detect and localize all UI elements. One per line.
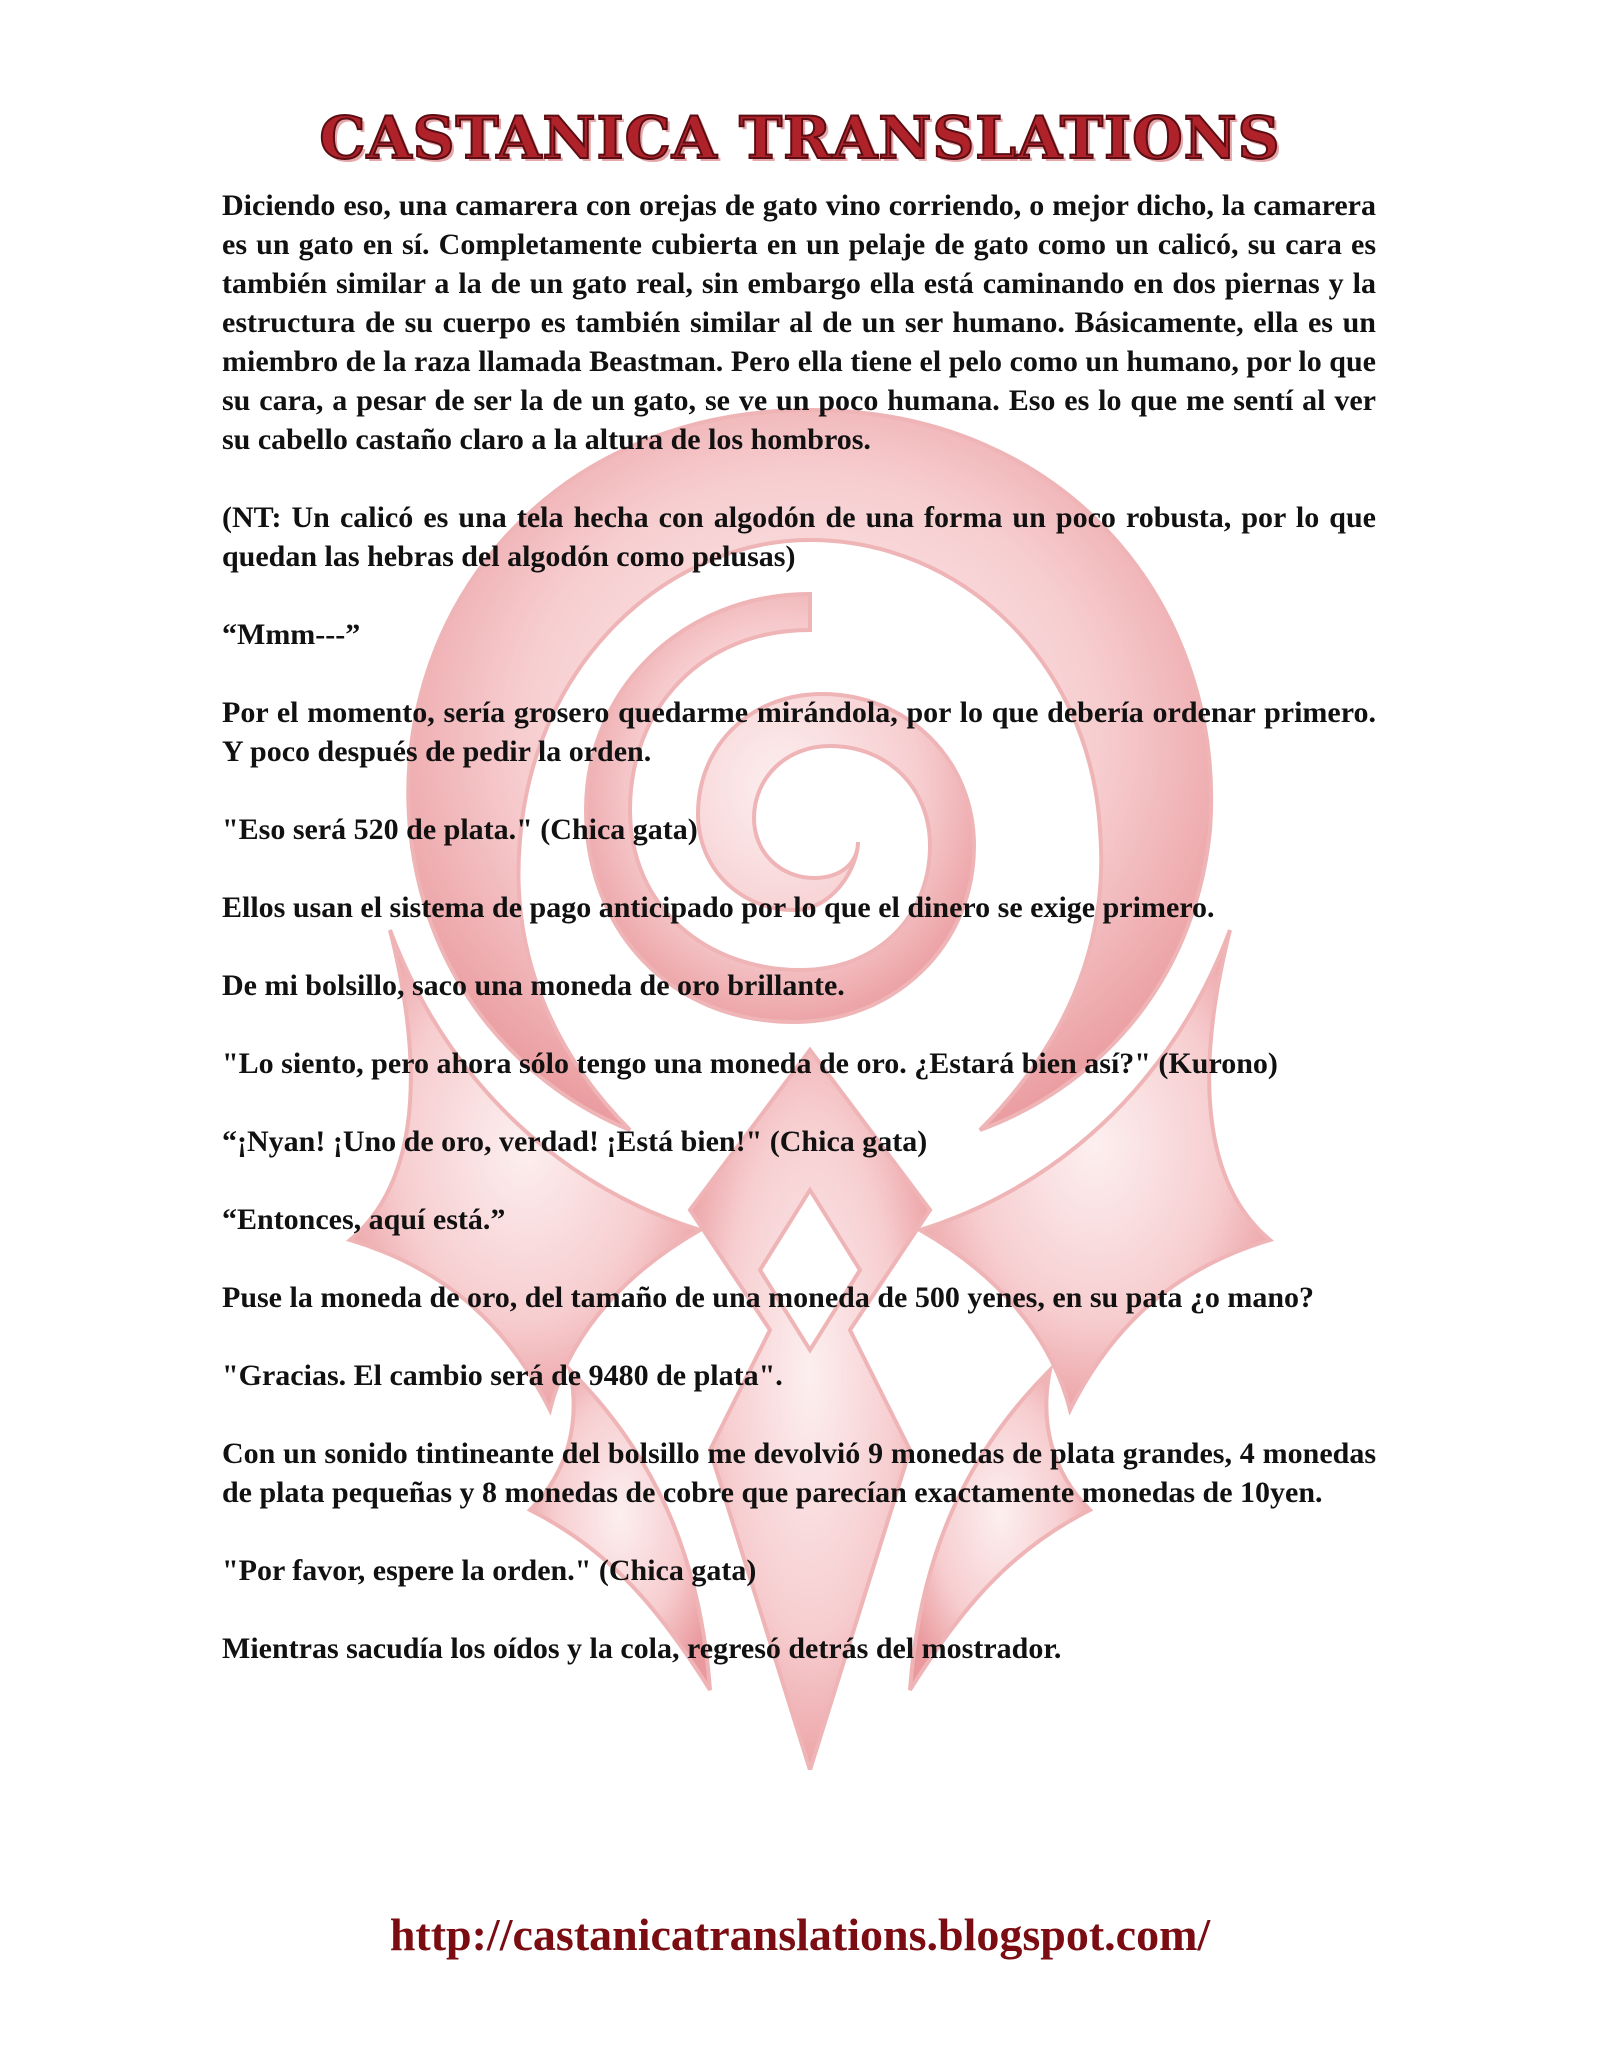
paragraph: “¡Nyan! ¡Uno de oro, verdad! ¡Está bien!" (Chica gata): [222, 1125, 928, 1158]
paragraph: De mi bolsillo, saco una moneda de oro brillante.: [222, 969, 845, 1002]
paragraph: “Entonces, aquí está.”: [222, 1203, 506, 1236]
paragraph: "Eso será 520 de plata." (Chica gata): [222, 813, 698, 846]
page-header: [0, 104, 1600, 172]
paragraph: (NT: Un calicó es una tela hecha con algodón de una forma un poco robusta, por lo que quedan las hebras del algodón como pelusas): [222, 501, 1376, 573]
paragraph: Con un sonido tintineante del bolsillo me devolvió 9 monedas de plata grandes, 4 monedas de plata pequeñas y 8 monedas de cobre que parecían exactamente monedas de 10yen.: [222, 1437, 1376, 1509]
paragraph: Mientras sacudía los oídos y la cola, regresó detrás del mostrador.: [222, 1632, 1062, 1665]
site-title: CASTANICA TRANSLATIONS: [319, 104, 1281, 172]
paragraph: "Lo siento, pero ahora sólo tengo una moneda de oro. ¿Estará bien así?" (Kurono): [222, 1047, 1278, 1080]
page-footer: [0, 1908, 1600, 1961]
blog-url-link[interactable]: http://castanicatranslations.blogspot.com/: [389, 1909, 1211, 1960]
paragraph: Puse la moneda de oro, del tamaño de una moneda de 500 yenes, en su pata ¿o mano?: [222, 1281, 1315, 1314]
paragraph: Diciendo eso, una camarera con orejas de gato vino corriendo, o mejor dicho, la camarera es un gato en sí. Completamente cubierta en un pelaje de gato como un calicó, su cara es también similar a la de un gato real, sin embargo ella está caminando en dos piernas y la estructura de su cuerpo es también similar al de un ser humano. Básicamente, ella es un miembro de la raza llamada Beastman. Pero ella tiene el pelo como un humano, por lo que su cara, a pesar de ser la de un gato, se ve un poco humana. Eso es lo que me sentí al ver su cabello castaño claro a la altura de los hombros.: [222, 189, 1376, 456]
paragraph: "Gracias. El cambio será de 9480 de plata".: [222, 1359, 783, 1392]
paragraph: Por el momento, sería grosero quedarme mirándola, por lo que debería ordenar primero. Y poco después de pedir la orden.: [222, 696, 1376, 768]
paragraph: “Mmm---”: [222, 618, 361, 651]
paragraph: Ellos usan el sistema de pago anticipado por lo que el dinero se exige primero.: [222, 891, 1215, 924]
chapter-text: [222, 186, 1376, 1707]
paragraph: "Por favor, espere la orden." (Chica gata): [222, 1554, 757, 1587]
